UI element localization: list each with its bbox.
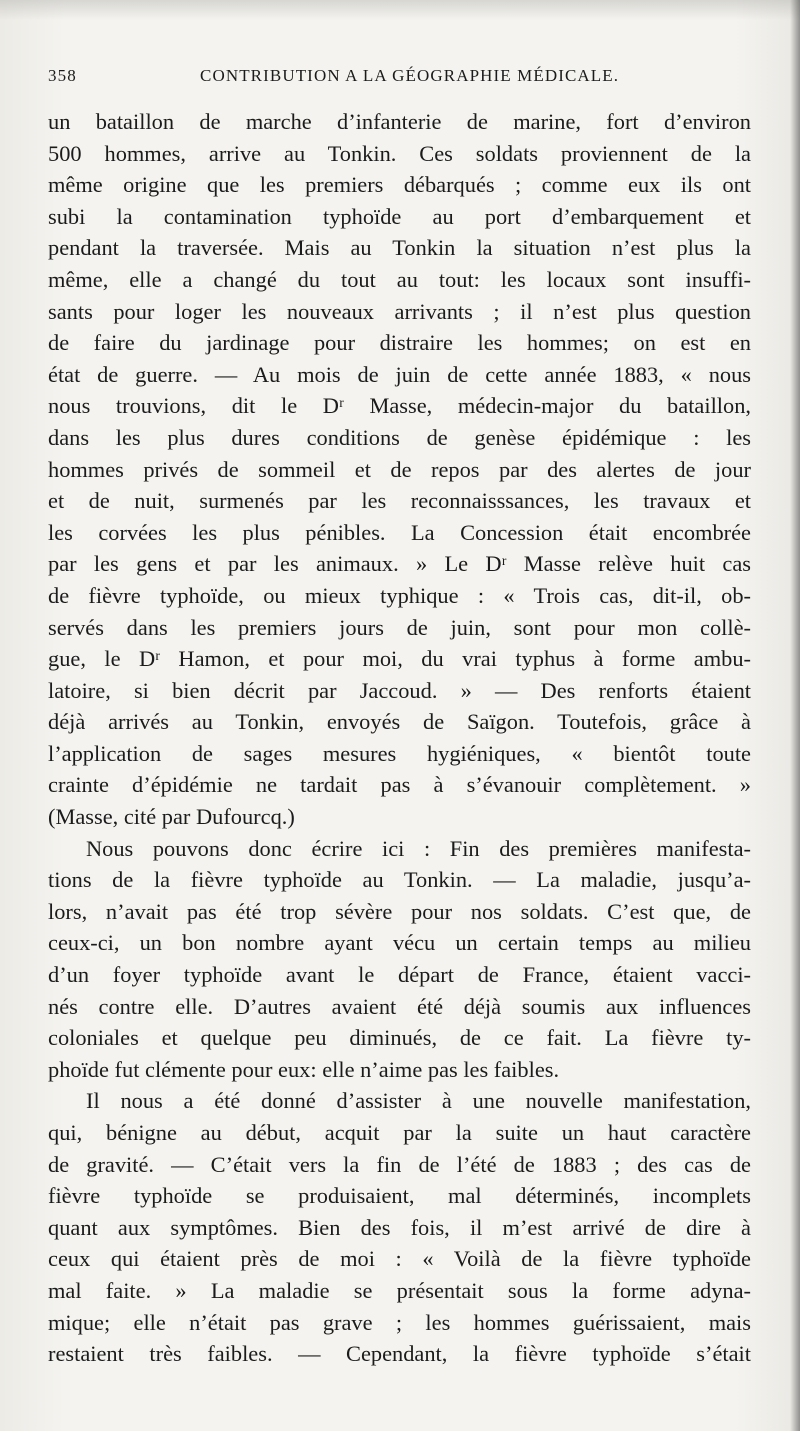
- text-line: coloniales et quelque peu diminués, de ce fait. La fièvre ty-: [48, 1025, 751, 1051]
- text-line: état de guerre. — Au mois de juin de cette année 1883, « nous: [48, 361, 751, 387]
- text-line: servés dans les premiers jours de juin, sont pour mon collè-: [48, 614, 751, 640]
- text-line: nés contre elle. D’autres avaient été déjà soumis aux influences: [48, 993, 751, 1019]
- paragraph-last-line: (Masse, cité par Dufourcq.): [48, 804, 295, 830]
- text-line: qui, bénigne au début, acquit par la suite un haut caractère: [48, 1120, 751, 1145]
- text-line: quant aux symptômes. Bien des fois, il m’est arrivé de dire à: [48, 1214, 751, 1240]
- text-line: et de nuit, surmenés par les reconnaisssances, les travaux et: [48, 488, 751, 514]
- text-line: crainte d’épidémie ne tardait pas à s’évanouir complètement. »: [48, 772, 751, 798]
- text-line: même origine que les premiers débarqués ; comme eux ils ont: [48, 172, 751, 198]
- running-title: CONTRIBUTION A LA GÉOGRAPHIE MÉDICALE.: [200, 66, 620, 85]
- paragraph-first-line: Nous pouvons donc écrire ici : Fin des premières manifesta-: [86, 835, 751, 861]
- scan-top-shadow: [0, 0, 800, 20]
- text-line: latoire, si bien décrit par Jaccoud. » — Des renforts étaient: [48, 677, 751, 703]
- text-line: d’un foyer typhoïde avant le départ de France, étaient vacci-: [48, 962, 751, 988]
- page-number: 358: [48, 66, 77, 85]
- running-header: [48, 62, 748, 96]
- text-line: 500 hommes, arrive au Tonkin. Ces soldats proviennent de la: [48, 140, 751, 166]
- text-line: ceux-ci, un bon nombre ayant vécu un certain temps au milieu: [48, 930, 751, 956]
- text-line: restaient très faibles. — Cependant, la fièvre typhoïde s’était: [48, 1341, 751, 1367]
- text-line: les corvées les plus pénibles. La Concession était encombrée: [48, 519, 751, 545]
- text-line: l’application de sages mesures hygiéniques, « bientôt toute: [48, 740, 751, 766]
- text-line: fièvre typhoïde se produisaient, mal déterminés, incomplets: [48, 1183, 751, 1209]
- text-line: dans les plus dures conditions de genèse épidémique : les: [48, 424, 751, 450]
- text-line: lors, n’avait pas été trop sévère pour nos soldats. C’est que, de: [48, 898, 751, 924]
- text-line: hommes privés de sommeil et de repos par des alertes de jour: [48, 456, 751, 482]
- text-line: de gravité. — C’était vers la fin de l’été de 1883 ; des cas de: [48, 1151, 751, 1177]
- text-line: par les gens et par les animaux. » Le Dʳ Masse relève huit cas: [48, 551, 751, 577]
- text-line: ceux qui étaient près de moi : « Voilà de la fièvre typhoïde: [48, 1246, 751, 1272]
- paragraph-first-line: Il nous a été donné d’assister à une nouvelle manifestation,: [86, 1088, 751, 1114]
- scan-right-edge: [790, 0, 800, 1431]
- text-line: pendant la traversée. Mais au Tonkin la situation n’est plus la: [48, 235, 751, 261]
- text-line: mal faite. » La maladie se présentait sous la forme adyna-: [48, 1277, 751, 1303]
- paragraph-last-line: phoïde fut clémente pour eux: elle n’aime pas les faibles.: [48, 1056, 560, 1082]
- text-line: subi la contamination typhoïde au port d’embarquement et: [48, 203, 751, 229]
- body-text: [48, 106, 751, 1370]
- text-line: nous trouvions, dit le Dʳ Masse, médecin-major du bataillon,: [48, 393, 751, 419]
- text-line: même, elle a changé du tout au tout: les locaux sont insuffi-: [48, 266, 751, 292]
- text-line: sants pour loger les nouveaux arrivants ; il n’est plus question: [48, 298, 751, 324]
- text-line: tions de la fièvre typhoïde au Tonkin. — La maladie, jusqu’a-: [48, 867, 751, 893]
- text-line: déjà arrivés au Tonkin, envoyés de Saïgon. Toutefois, grâce à: [48, 709, 751, 735]
- text-line: de fièvre typhoïde, ou mieux typhique : « Trois cas, dit-il, ob-: [48, 582, 751, 608]
- text-line: de faire du jardinage pour distraire les hommes; on est en: [48, 330, 751, 356]
- text-line: mique; elle n’était pas grave ; les hommes guérissaient, mais: [48, 1309, 751, 1335]
- text-line: un bataillon de marche d’infanterie de marine, fort d’environ: [48, 109, 751, 134]
- text-line: gue, le Dʳ Hamon, et pour moi, du vrai typhus à forme ambu-: [48, 646, 751, 672]
